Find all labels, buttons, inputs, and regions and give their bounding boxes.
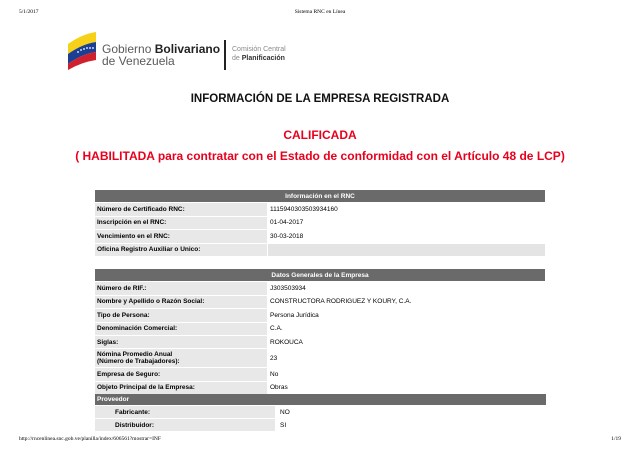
- list-item: [95, 419, 546, 431]
- table-row: [95, 230, 545, 242]
- table-row: [95, 217, 545, 229]
- field-label: Nombre y Apellido o Razón Social:: [95, 296, 267, 308]
- list-item: [95, 406, 546, 418]
- field-label: Objeto Principal de la Empresa:: [95, 382, 267, 394]
- field-label-line2: (Número de Trabajadores):: [97, 358, 180, 366]
- table-row: [95, 368, 545, 380]
- provider-value: SI: [280, 422, 287, 429]
- provider-label: Distribuidor:: [95, 419, 275, 431]
- table-row: [95, 203, 545, 215]
- logo-text-planificacion: de Planificación: [232, 55, 285, 62]
- field-value: C.A.: [268, 323, 545, 335]
- table-row: [95, 382, 545, 394]
- field-label: Oficina Registro Auxiliar o Unico:: [95, 244, 267, 256]
- logo-text-comision: Comisión Central: [232, 46, 286, 53]
- government-logo: [64, 30, 354, 74]
- venezuela-flag-icon: [64, 30, 100, 70]
- table-row: [95, 323, 545, 335]
- field-value: 11159403035039341​60: [268, 203, 545, 215]
- field-label: Inscripción en el RNC:: [95, 217, 267, 229]
- field-value: 23: [268, 349, 545, 367]
- table-row: [95, 296, 545, 308]
- table-row: [95, 282, 545, 294]
- provider-value: NO: [280, 409, 290, 416]
- table-row: [95, 349, 545, 367]
- status-calificada: CALIFICADA: [283, 128, 357, 142]
- page-title: INFORMACIÓN DE LA EMPRESA REGISTRADA: [190, 93, 450, 105]
- table-row: [95, 309, 545, 321]
- provider-section-header: Proveedor: [95, 394, 546, 405]
- company-section-header: Datos Generales de la Empresa: [95, 269, 545, 281]
- field-label: Número de Certificado RNC:: [95, 203, 267, 215]
- print-date: 5/1/2017: [19, 9, 39, 15]
- print-header: [0, 9, 640, 19]
- field-value: CONSTRUCTORA RODRIGUEZ Y KOURY, C.A.: [268, 296, 545, 308]
- field-value: [268, 244, 545, 256]
- field-value: Obras: [268, 382, 545, 394]
- field-label: Número de RIF.:: [95, 282, 267, 294]
- page-url: http://rncenlinea.snc.gob.ve/planilla/index/606561?mostrar=INF: [19, 436, 161, 442]
- logo-text-venezuela: de Venezuela: [102, 54, 175, 68]
- logo-text-gobierno: Gobierno Bolivariano: [102, 42, 221, 56]
- field-value: No: [268, 368, 545, 380]
- field-label-line1: Nómina Promedio Anual: [97, 351, 173, 359]
- field-value: 30-03-2018: [268, 230, 545, 242]
- field-value: Persona Jurídica: [268, 309, 545, 321]
- page-number: 1/19: [611, 436, 621, 442]
- rnc-info-table: [94, 189, 546, 257]
- field-label: Siglas:: [95, 336, 267, 348]
- rnc-section-header: Información en el RNC: [95, 190, 545, 202]
- provider-label: Fabricante:: [95, 406, 275, 418]
- table-row: [95, 244, 545, 256]
- field-label: Empresa de Seguro:: [95, 368, 267, 380]
- field-label: Denominación Comercial:: [95, 323, 267, 335]
- field-label: Tipo de Persona:: [95, 309, 267, 321]
- field-value: ROKOUCA: [268, 336, 545, 348]
- field-value: 01-04-2017: [268, 217, 545, 229]
- field-value: J303503934: [268, 282, 545, 294]
- table-row: [95, 336, 545, 348]
- logo-divider: [224, 40, 226, 70]
- print-title: Sistema RNC en Línea: [294, 9, 346, 15]
- habilitada-notice: ( HABILITADA para contratar con el Estado de conformidad con el Artículo 48 de LCP): [75, 149, 565, 163]
- field-label: [95, 349, 267, 367]
- company-info-table: [94, 268, 546, 395]
- field-label: Vencimiento en el RNC:: [95, 230, 267, 242]
